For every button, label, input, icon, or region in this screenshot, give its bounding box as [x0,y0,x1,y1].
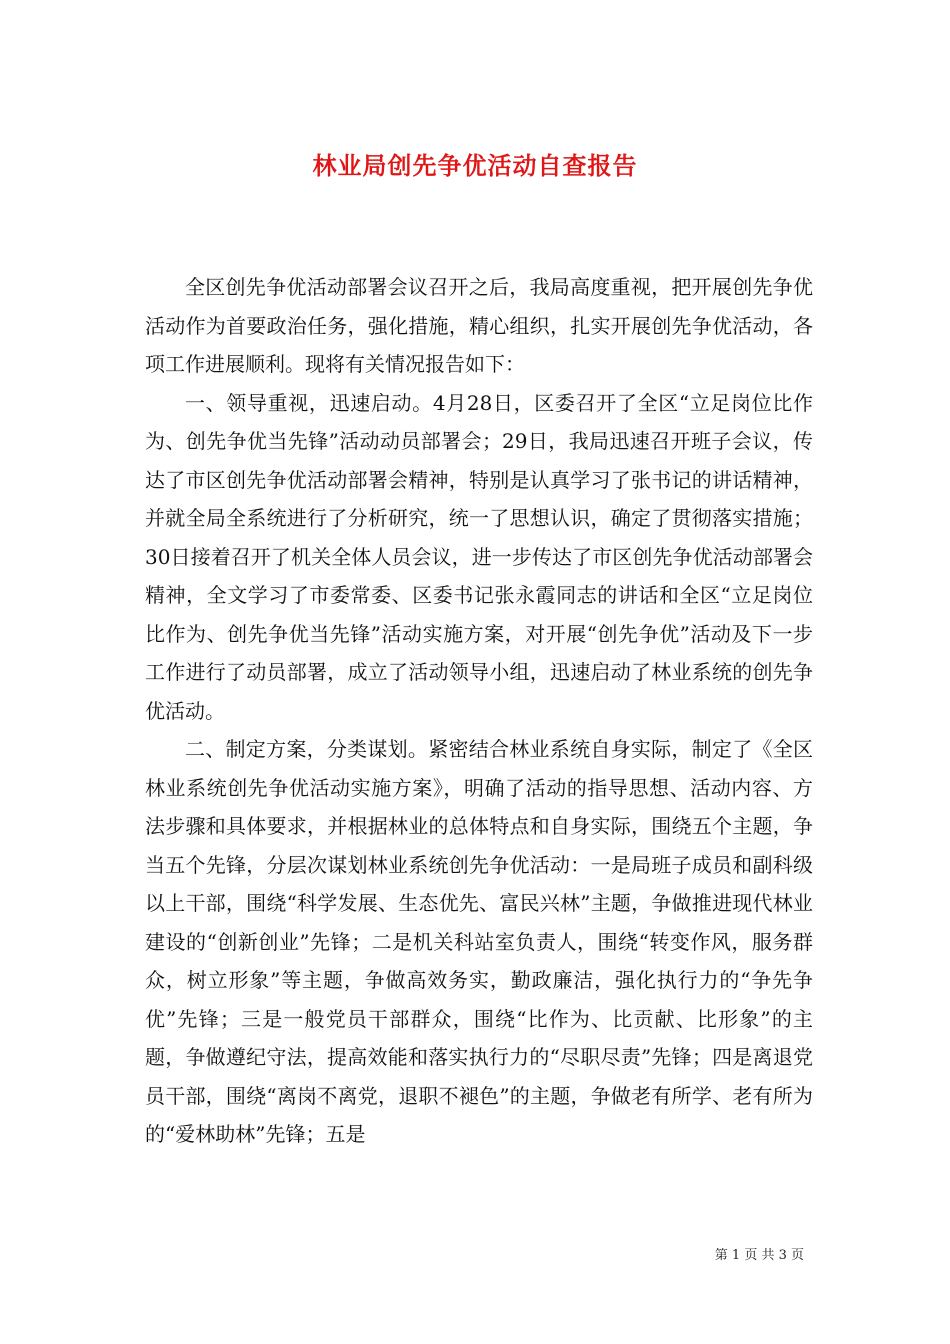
paragraph-section-1: 一、领导重视，迅速启动。4月28日，区委召开了全区“立足岗位比作为、创先争优当先锋”活动动员部署会；29日，我局迅速召开班子会议，传达了市区创先争优活动部署会精神，特别是认真学习了张书记的讲话精神，并就全局全系统进行了分析研究，统一了思想认识，确定了贯彻落实措施；30日接着召开了机关全体人员会议，进一步传达了市区创先争优活动部署会精神，全文学习了市委常委、区委书记张永霞同志的讲话和全区“立足岗位比作为、创先争优当先锋”活动实施方案，对开展“创先争优”活动及下一步工作进行了动员部署，成立了活动领导小组，迅速启动了林业系统的创先争优活动。 [145,390,813,723]
page-number-footer: 第 1 页 共 3 页 [714,1248,804,1263]
document-title: 林业局创先争优活动自查报告 [312,151,638,181]
document-body [145,268,813,1154]
paragraph-intro: 全区创先争优活动部署会议召开之后，我局高度重视，把开展创先争优活动作为首要政治任务，强化措施，精心组织，扎实开展创先争优活动，各项工作进展顺利。现将有关情况报告如下： [145,275,813,376]
paragraph-section-2: 二、制定方案，分类谋划。紧密结合林业系统自身实际，制定了《全区林业系统创先争优活动实施方案》，明确了活动的指导思想、活动内容、方法步骤和具体要求，并根据林业的总体特点和自身实际，围绕五个主题，争当五个先锋，分层次谋划林业系统创先争优活动：一是局班子成员和副科级以上干部，围绕“科学发展、生态优先、富民兴林”主题，争做推进现代林业建设的“创新创业”先锋；二是机关科站室负责人，围绕“转变作风，服务群众，树立形象”等主题，争做高效务实，勤政廉洁，强化执行力的“争先争优”先锋；三是一般党员干部群众，围绕“比作为、比贡献、比形象”的主题，争做遵纪守法，提高效能和落实执行力的“尽职尽责”先锋；四是离退党员干部，围绕“离岗不离党，退职不褪色”的主题，争做老有所学、老有所为的“爱林助林”先锋；五是 [145,737,813,1146]
